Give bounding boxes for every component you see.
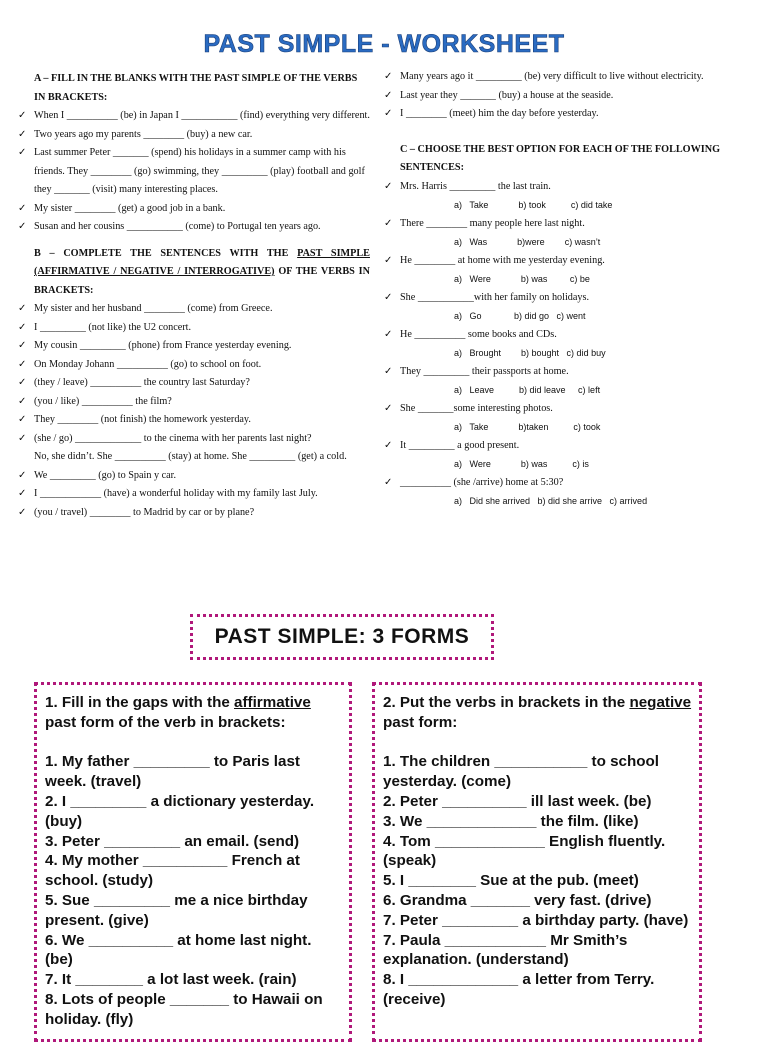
- exercise-item: 3. Peter _________ an email. (send): [45, 832, 300, 850]
- exercise-item: 8. I _____________ a letter from Terry. (receive): [383, 971, 655, 1008]
- question: ✓ It _________ a good present.: [384, 437, 756, 456]
- checkmark-icon: ✓: [18, 221, 27, 232]
- checkmark-icon: ✓: [18, 128, 27, 140]
- exercise-item: 5. I ________ Sue at the pub. (meet): [383, 872, 639, 890]
- right-column: [384, 68, 756, 511]
- checkmark-icon: ✓: [18, 358, 27, 370]
- checkmark-icon: ✓: [384, 291, 393, 303]
- negative-exercise-box: [372, 682, 702, 1042]
- checkmark-icon: ✓: [18, 202, 27, 214]
- answer-options: a) Take b) took c) did take: [454, 200, 613, 210]
- affirmative-exercise-box: [34, 682, 352, 1042]
- checkmark-icon: ✓: [384, 254, 393, 266]
- checkmark-icon: ✓: [384, 89, 393, 101]
- list-item: ✓ On Monday Johann __________ (go) to school on foot.: [18, 356, 370, 375]
- answer-options: a) Brought b) bought c) did buy: [454, 348, 606, 358]
- list-item: ✓ My sister and her husband ________ (come) from Greece.: [18, 300, 370, 319]
- checkmark-icon: ✓: [384, 476, 393, 488]
- section-c-heading: C – CHOOSE THE BEST OPTION FOR EACH OF THE FOLLOWING SENTENCES:: [400, 143, 721, 173]
- list-item: ✓ I ____________ (have) a wonderful holiday with my family last July.: [18, 485, 370, 504]
- answer-options: a) Leave b) did leave c) left: [454, 385, 601, 395]
- checkmark-icon: ✓: [384, 439, 393, 451]
- exercise-item: 7. Peter _________ a birthday party. (have): [383, 911, 689, 929]
- exercise-item: 3. We _____________ the film. (like): [383, 812, 639, 830]
- checkmark-icon: ✓: [18, 414, 27, 425]
- answer-options: a) Go b) did go c) went: [454, 311, 586, 321]
- list-item: ✓ We _________ (go) to Spain y car.: [18, 467, 370, 486]
- section-b-heading: B – COMPLETE THE SENTENCES WITH THE PAST SIMPLE (AFFIRMATIVE / NEGATIVE / INTERROGATIVE) OF THE VERBS IN BRACKETS:: [34, 247, 370, 296]
- exercise-instruction: 2. Put the verbs in brackets in the negative past form:: [383, 694, 692, 731]
- question: ✓ They _________ their passports at home.: [384, 363, 756, 382]
- list-item: ✓ My cousin _________ (phone) from France yesterday evening.: [18, 337, 370, 356]
- list-item: ✓ I ________ (meet) him the day before yesterday.: [384, 105, 756, 124]
- list-item: ✓ They ________ (not finish) the homework yesterday.: [18, 411, 370, 430]
- question: ✓ He __________ some books and CDs.: [384, 326, 756, 345]
- section-a-heading: A – FILL IN THE BLANKS WITH THE PAST SIMPLE OF THE VERBS IN BRACKETS:: [34, 73, 358, 103]
- list-item: ✓ (she / go) _____________ to the cinema with her parents last night?: [18, 430, 370, 449]
- exercise-instruction: 1. Fill in the gaps with the affirmative past form of the verb in brackets:: [45, 694, 311, 731]
- list-item: ✓ I _________ (not like) the U2 concert.: [18, 319, 370, 338]
- exercise-item: 8. Lots of people _______ to Hawaii on holiday. (fly): [45, 990, 323, 1028]
- checkmark-icon: ✓: [384, 217, 393, 229]
- checkmark-icon: ✓: [18, 395, 27, 407]
- checkmark-icon: ✓: [18, 506, 27, 518]
- answer-options: a) Take b)taken c) took: [454, 422, 601, 432]
- checkmark-icon: ✓: [18, 488, 27, 499]
- list-item: ✓ My sister ________ (get) a good job in a bank.: [18, 200, 370, 219]
- left-column: [18, 70, 370, 522]
- checkmark-icon: ✓: [18, 377, 27, 388]
- list-item: ✓ Last year they _______ (buy) a house at the seaside.: [384, 87, 756, 106]
- answer-options: a) Were b) was c) be: [454, 274, 590, 284]
- question: ✓ There ________ many people here last night.: [384, 215, 756, 234]
- checkmark-icon: ✓: [18, 340, 27, 351]
- list-item: ✓ Two years ago my parents ________ (buy) a new car.: [18, 126, 370, 145]
- checkmark-icon: ✓: [384, 328, 393, 340]
- list-item: ✓ Susan and her cousins ___________ (come) to Portugal ten years ago.: [18, 218, 370, 237]
- forms-title: PAST SIMPLE: 3 FORMS: [190, 614, 494, 660]
- question: ✓ __________ (she /arrive) home at 5:30?: [384, 474, 756, 493]
- exercise-item: 6. We __________ at home last night. (be): [45, 931, 312, 969]
- exercise-item: 4. My mother __________ French at school. (study): [45, 852, 300, 890]
- exercise-item: 1. The children ___________ to school yesterday. (come): [383, 753, 660, 791]
- list-item: ✓ Last summer Peter _______ (spend) his holidays in a summer camp with his friends. They ________ (go) swimming, they _________ (play) football and golf they _______ (visit) many interesting places.: [18, 144, 370, 200]
- checkmark-icon: ✓: [18, 321, 27, 333]
- list-item: ✓ When I __________ (be) in Japan I ___________ (find) everything very different.: [18, 107, 370, 126]
- exercise-item: 2. I _________ a dictionary yesterday. (buy): [45, 792, 315, 830]
- checkmark-icon: ✓: [384, 71, 393, 82]
- exercise-item: 7. Paula ____________ Mr Smith’s explanation. (understand): [383, 931, 628, 969]
- question: ✓ Mrs. Harris _________ the last train.: [384, 178, 756, 197]
- list-item-continuation: No, she didn’t. She __________ (stay) at home. She _________ (get) a cold.: [34, 451, 347, 462]
- exercise-item: 5. Sue _________ me a nice birthday present. (give): [45, 891, 308, 929]
- question: ✓ He ________ at home with me yesterday evening.: [384, 252, 756, 271]
- question: ✓ She _______some interesting photos.: [384, 400, 756, 419]
- exercise-item: 7. It ________ a lot last week. (rain): [45, 971, 297, 989]
- answer-options: a) Was b)were c) wasn’t: [454, 237, 601, 247]
- exercise-item: 1. My father _________ to Paris last week. (travel): [45, 753, 300, 791]
- worksheet-title: PAST SIMPLE - WORKSHEET: [203, 30, 565, 58]
- checkmark-icon: ✓: [18, 147, 27, 158]
- exercise-item: 6. Grandma _______ very fast. (drive): [383, 891, 652, 909]
- checkmark-icon: ✓: [384, 402, 393, 414]
- list-item: ✓ (you / travel) ________ to Madrid by car or by plane?: [18, 504, 370, 523]
- list-item: ✓ (you / like) __________ the film?: [18, 393, 370, 412]
- answer-options: a) Were b) was c) is: [454, 459, 589, 469]
- checkmark-icon: ✓: [18, 432, 27, 444]
- exercise-item: 4. Tom _____________ English fluently. (speak): [383, 832, 666, 870]
- checkmark-icon: ✓: [384, 180, 393, 192]
- checkmark-icon: ✓: [18, 110, 27, 121]
- checkmark-icon: ✓: [384, 108, 393, 119]
- list-item: ✓ Many years ago it _________ (be) very difficult to live without electricity.: [384, 68, 756, 87]
- checkmark-icon: ✓: [384, 365, 393, 377]
- checkmark-icon: ✓: [18, 303, 27, 314]
- question: ✓ She ___________with her family on holidays.: [384, 289, 756, 308]
- answer-options: a) Did she arrived b) did she arrive c) arrived: [454, 496, 648, 506]
- exercise-item: 2. Peter __________ ill last week. (be): [383, 792, 652, 810]
- checkmark-icon: ✓: [18, 469, 27, 481]
- list-item: ✓ (they / leave) __________ the country last Saturday?: [18, 374, 370, 393]
